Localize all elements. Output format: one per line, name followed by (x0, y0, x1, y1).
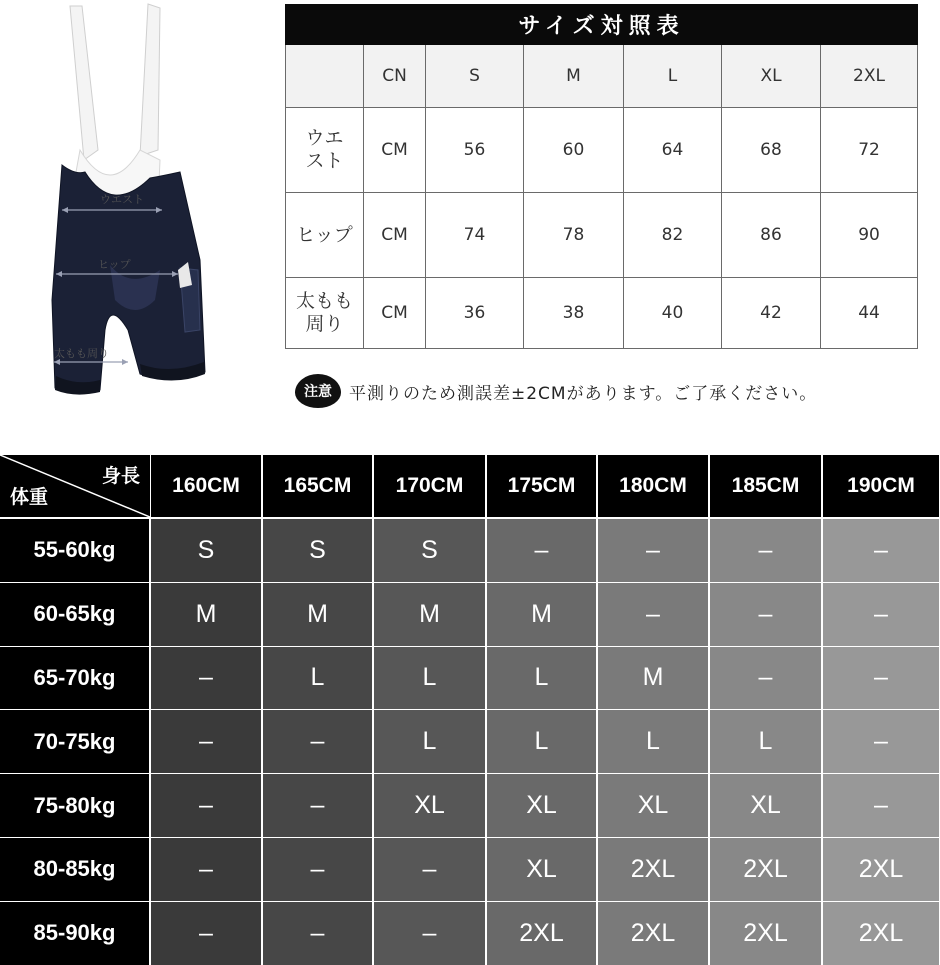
size-chart-row-thigh (286, 278, 918, 349)
size-recommendation-cell: M (151, 583, 261, 646)
size-recommendation-cell: L (598, 710, 708, 773)
height-header-cell: 160CM (151, 455, 261, 517)
size-recommendation-cell: – (263, 710, 372, 773)
height-header-cell: 190CM (823, 455, 939, 517)
size-recommendation-cell: 2XL (487, 902, 596, 965)
matrix-corner-cell (0, 455, 150, 517)
size-recommendation-cell: – (710, 583, 821, 646)
height-axis-label: 身長 (101, 465, 140, 487)
size-recommendation-cell: – (374, 902, 485, 965)
header-cell: M (524, 45, 624, 108)
size-recommendation-cell: 2XL (710, 902, 821, 965)
hip-guide-label: ヒップ (98, 258, 131, 271)
height-header-cell: 185CM (710, 455, 821, 517)
height-header-cell: 180CM (598, 455, 708, 517)
size-recommendation-cell: 2XL (598, 838, 708, 901)
size-chart-header-row (286, 45, 918, 108)
weight-row-label: 55-60kg (0, 519, 149, 582)
height-weight-matrix (0, 455, 940, 965)
caution-badge: 注意 (295, 374, 341, 408)
size-recommendation-cell: 2XL (710, 838, 821, 901)
table-cell: 38 (524, 278, 624, 349)
size-recommendation-cell: – (151, 838, 261, 901)
row-label: ウエ スト (286, 108, 364, 193)
size-recommendation-cell: XL (487, 774, 596, 837)
size-recommendation-cell: 2XL (598, 902, 708, 965)
header-cell: L (624, 45, 722, 108)
table-cell: 42 (722, 278, 821, 349)
size-recommendation-cell: – (263, 902, 372, 965)
table-cell: 60 (524, 108, 624, 193)
weight-row-label: 60-65kg (0, 583, 149, 646)
size-recommendation-cell: – (710, 519, 821, 582)
size-recommendation-cell: – (823, 774, 939, 837)
size-chart-row-hip (286, 193, 918, 278)
table-cell: 40 (624, 278, 722, 349)
size-recommendation-cell: – (823, 583, 939, 646)
size-chart-table (285, 4, 918, 349)
weight-row-label: 80-85kg (0, 838, 149, 901)
weight-row-label: 70-75kg (0, 710, 149, 773)
row-unit: CM (364, 108, 426, 193)
size-recommendation-cell: – (151, 902, 261, 965)
weight-row-label: 65-70kg (0, 647, 149, 710)
waist-guide-label: ウエスト (100, 193, 144, 206)
weight-axis-label: 体重 (10, 486, 49, 508)
height-header-cell: 170CM (374, 455, 485, 517)
table-cell: 36 (426, 278, 524, 349)
header-cell: CN (364, 45, 426, 108)
size-recommendation-cell: – (374, 838, 485, 901)
size-recommendation-cell: M (374, 583, 485, 646)
size-recommendation-cell: L (374, 647, 485, 710)
size-recommendation-cell: L (710, 710, 821, 773)
size-recommendation-cell: M (263, 583, 372, 646)
table-cell: 86 (722, 193, 821, 278)
size-recommendation-cell: – (487, 519, 596, 582)
weight-row-label: 75-80kg (0, 774, 149, 837)
size-recommendation-cell: – (823, 519, 939, 582)
size-recommendation-cell: – (263, 774, 372, 837)
height-header-cell: 165CM (263, 455, 372, 517)
size-recommendation-cell: – (598, 519, 708, 582)
size-recommendation-cell: – (710, 647, 821, 710)
note-text: 平測りのため測誤差±2CMがあります。ご了承ください。 (349, 383, 818, 404)
size-recommendation-cell: L (263, 647, 372, 710)
size-recommendation-cell: 2XL (823, 838, 939, 901)
table-cell: 68 (722, 108, 821, 193)
height-header-cell: 175CM (487, 455, 596, 517)
header-cell: XL (722, 45, 821, 108)
size-recommendation-cell: – (598, 583, 708, 646)
size-recommendation-cell: XL (374, 774, 485, 837)
size-recommendation-cell: – (151, 710, 261, 773)
size-chart-row-waist (286, 108, 918, 193)
size-recommendation-cell: M (487, 583, 596, 646)
table-cell: 78 (524, 193, 624, 278)
size-recommendation-cell: 2XL (823, 902, 939, 965)
size-recommendation-cell: – (263, 838, 372, 901)
table-cell: 56 (426, 108, 524, 193)
product-image (40, 0, 240, 400)
size-recommendation-cell: – (823, 710, 939, 773)
measurement-note (295, 374, 915, 408)
size-recommendation-cell: L (487, 710, 596, 773)
size-recommendation-cell: L (487, 647, 596, 710)
size-recommendation-cell: – (823, 647, 939, 710)
table-cell: 82 (624, 193, 722, 278)
table-cell: 90 (821, 193, 918, 278)
size-recommendation-cell: XL (487, 838, 596, 901)
table-cell: 64 (624, 108, 722, 193)
row-unit: CM (364, 193, 426, 278)
row-label: ヒップ (286, 193, 364, 278)
header-cell: S (426, 45, 524, 108)
size-recommendation-cell: XL (710, 774, 821, 837)
header-cell: 2XL (821, 45, 918, 108)
size-recommendation-cell: – (151, 774, 261, 837)
size-recommendation-cell: L (374, 710, 485, 773)
table-cell: 72 (821, 108, 918, 193)
table-cell: 74 (426, 193, 524, 278)
size-recommendation-cell: – (151, 647, 261, 710)
size-chart-title: サイズ対照表 (286, 5, 918, 45)
weight-row-label: 85-90kg (0, 902, 149, 965)
table-cell: 44 (821, 278, 918, 349)
size-recommendation-cell: S (151, 519, 261, 582)
size-recommendation-cell: XL (598, 774, 708, 837)
size-recommendation-cell: S (374, 519, 485, 582)
header-cell (286, 45, 364, 108)
size-recommendation-cell: M (598, 647, 708, 710)
row-unit: CM (364, 278, 426, 349)
row-label: 太もも 周り (286, 278, 364, 349)
thigh-guide-label: 太もも周り (54, 347, 109, 360)
size-recommendation-cell: S (263, 519, 372, 582)
